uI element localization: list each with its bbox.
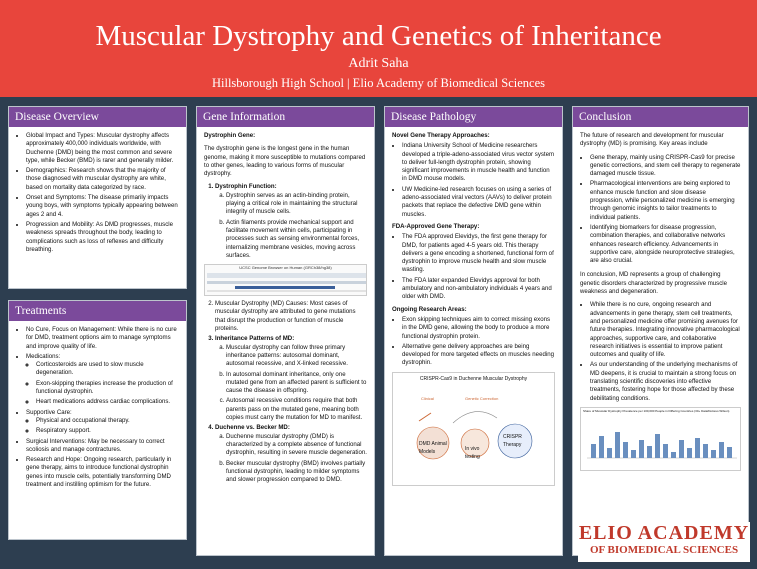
list-item: • Indiana University School of Medicine researchers developed a triple-adeno-associated virus vector system to deliver full-length dystrophin protein, showing significant improvements in muscle health and function in DMD mouse models.	[402, 142, 555, 183]
list-item: ◦ Exon-skipping therapies increase the production of functional dystrophin.	[36, 380, 179, 397]
list-item: b. Actin filaments provide mechanical support and facilitate movement within cells, participating in processes such as sensing environmental forces, internalizing membrane vesicles, moving across surfaces.	[226, 219, 367, 260]
list-item: ◦ Heart medications address cardiac complications.	[36, 398, 179, 406]
diagram-label-genetic-correction: Genetic Correction	[465, 395, 499, 401]
poster-header	[0, 0, 757, 97]
list-item: • While there is no cure, ongoing research and advancements in gene therapy, stem cell treatments, and personalized medicine offer promising avenues for future therapies. Integrating innovative pharmacological approaches, supportive care, and collaborative research initiatives is essential to improve patient outcomes and quality of life.	[590, 301, 741, 359]
list-item: • Exon skipping techniques aim to correct missing exons in the DMD gene, allowing the body to produce a more functional dystrophin protein.	[402, 316, 555, 341]
pathology-subheading: Novel Gene Therapy Approaches:	[392, 132, 490, 139]
treatments-heading: Treatments	[9, 301, 186, 321]
list-item: • The FDA approved Elevidys, the first gene therapy for DMD, for patients aged 4-5 years old. This therapy delivers a gene encoding a shortened, functional form of dystrophin to improve muscle health and slow muscle wasting.	[402, 233, 555, 274]
genome-track-graphic	[205, 271, 368, 293]
elio-academy-logo	[578, 522, 750, 562]
list-item: 2. Muscular Dystrophy (MD) Causes: Most cases of muscular dystrophy are attributed to gene mutations that disrupt the production or function of muscle proteins.	[215, 300, 367, 333]
list-item: ◦ Respiratory support.	[36, 427, 179, 435]
affiliation: Hillsborough High School | Elio Academy of Biomedical Sciences	[211, 76, 545, 90]
list-item: • Alternative gene delivery approaches are being developed for more targeted effects on muscles needing dystrophin.	[402, 343, 555, 368]
conclusion-heading: Conclusion	[573, 107, 748, 127]
genome-browser-figure	[204, 264, 367, 296]
diagram-label-animal-models: DMD Animal Models	[419, 440, 447, 456]
item-label: Medications:	[26, 352, 61, 360]
logo-line-1: ELIO ACADEMY	[578, 522, 750, 544]
conclusion-intro: The future of research and development for muscular dystrophy (MD) is promising. Key areas include	[580, 132, 724, 148]
item-label: Inheritance Patterns of MD:	[215, 335, 295, 343]
list-item: • No Cure, Focus on Management: While there is no cure for DMD, treatment options aim to manage symptoms and improve quality of life.	[26, 326, 179, 351]
pathology-panel	[384, 106, 563, 556]
treatments-panel	[8, 300, 187, 540]
item-label: Dystrophin Function:	[215, 183, 277, 191]
list-item: a. Muscular dystrophy can follow three primary inheritance patterns: autosomal dominant, autosomal recessive, and X-linked recessive.	[226, 344, 367, 369]
list-item: a. Duchenne muscular dystrophy (DMD) is characterized by a complete absence of functional dystrophin, resulting in severe muscle degeneration.	[226, 433, 367, 458]
list-item: • As our understanding of the underlying mechanisms of MD deepens, it is crucial to maintain a strong focus on translating scientific discoveries into effective treatments, fostering hope for those affected by these debilitating conditions.	[590, 361, 741, 402]
list-item: • Pharmacological interventions are being explored to enhance muscle function and slow disease progression, while personalized medicine is emerging through genomic insights to tailor treatments to individual patients.	[590, 180, 741, 221]
gene-subheading: Dystrophin Gene:	[204, 132, 256, 139]
chart-title: Share of Muscular Dystrophy Prevalence per 100,000 People in Differing Countries (30+ Data/Dolores Wilson)	[583, 408, 730, 413]
item-label: Duchenne vs. Becker MD:	[215, 424, 290, 432]
pathology-heading: Disease Pathology	[385, 107, 562, 127]
list-item	[26, 409, 179, 436]
list-item: • Identifying biomarkers for disease progression, combination therapies, and collaborative networks enhances research efficiency. Advancements in supportive care, alongside neuroprotective strategies, are also crucial.	[590, 224, 741, 265]
diagram-label-in-vivo: In vivo testing	[465, 445, 480, 461]
list-item: c. Autosomal recessive conditions require that both parents pass on the mutated gene, meaning both copies must carry the mutation for MD to manifest.	[226, 397, 367, 422]
diagram-label-crispr-therapy: CRISPR Therapy	[503, 433, 522, 449]
list-item: • Demographics: Research shows that the majority of those diagnosed with muscular dystrophy are white, based on mortality data categorized by race.	[26, 167, 179, 192]
list-item: • Onset and Symptoms: The disease primarily impacts young boys, with symptoms typically appearing between ages 2 and 4.	[26, 194, 179, 219]
list-item: • UW Medicine-led research focuses on using a series of adeno-associated viral vectors (AAVs) to deliver protein packets that replace the defective DMD gene within muscles.	[402, 186, 555, 219]
logo-line-2: OF BIOMEDICAL SCIENCES	[589, 544, 739, 556]
gene-heading: Gene Information	[197, 107, 374, 127]
list-item: • Research and Hope: Ongoing research, particularly in gene therapy, aims to introduce functional dystrophin genes into muscle cells, potentially transforming DMD treatment and instilling optimism for the future.	[26, 456, 179, 489]
list-item	[215, 183, 367, 260]
list-item	[215, 335, 367, 422]
list-item: • Global Impact and Types: Muscular dystrophy affects approximately 400,000 individuals worldwide, with Duchenne (DMD) being the most common and severe type, while Becker (BMD) is rarer and generally milder.	[26, 132, 179, 165]
list-item: • The FDA later expanded Elevidys approval for both ambulatory and non-ambulatory individuals 4 years and older with DMD.	[402, 277, 555, 302]
list-item: b. Becker muscular dystrophy (BMD) involves partially functional dystrophin, leading to milder symptoms and slower progression compared to DMD.	[226, 460, 367, 485]
gene-panel	[196, 106, 375, 556]
conclusion-paragraph: In conclusion, MD represents a group of challenging genetic disorders characterized by progressive muscle weakness and degeneration.	[580, 271, 727, 296]
list-item: • Surgical Interventions: May be necessary to correct scoliosis and manage contractures.	[26, 438, 179, 455]
author-name: Adrit Saha	[348, 56, 409, 71]
diagram-label-clinical: Clinical	[421, 395, 434, 401]
poster-title: Muscular Dystrophy and Genetics of Inheritance	[95, 20, 662, 52]
gene-intro: The dystrophin gene is the longest gene in the human genome, making it more susceptible to mutations compared to other genes, leading to various forms of muscular dystrophy.	[204, 145, 366, 178]
overview-panel	[8, 106, 187, 289]
pathology-subheading: FDA-Approved Gene Therapy:	[392, 222, 480, 230]
figure-title: CRISPR-Cas9 in Duchenne Muscular Dystrophy	[419, 375, 528, 382]
list-item	[26, 353, 179, 407]
overview-list	[16, 132, 179, 254]
list-item: • Gene therapy, mainly using CRISPR-Cas9 for precise genetic corrections, and stem cell therapy to regenerate damaged muscle tissue.	[590, 154, 741, 179]
item-label: Supportive Care:	[26, 408, 72, 416]
gene-outline	[204, 183, 367, 260]
list-item: ◦ Corticosteroids are used to slow muscle degeneration.	[36, 361, 179, 378]
figure-caption: UCSC Genome Browser on Human (GRCh38/hg38)	[239, 265, 332, 271]
gene-outline-continued	[204, 300, 367, 484]
conclusion-panel	[572, 106, 749, 556]
list-item: • Progression and Mobility: As DMD progresses, muscle weakness spreads throughout the body, leading to complications such as loss of reflexes and difficulty breathing.	[26, 221, 179, 254]
pathology-subheading: Ongoing Research Areas:	[392, 305, 467, 313]
list-item: b. In autosomal dominant inheritance, only one mutated gene from an affected parent is sufficient to cause the disease in offspring.	[226, 371, 367, 396]
prevalence-chart	[580, 407, 741, 471]
crispr-figure	[392, 372, 555, 486]
list-item	[215, 424, 367, 484]
list-item: a. Dystrophin serves as an actin-binding protein, playing a critical role in maintaining the structural integrity of muscle cells.	[226, 192, 367, 217]
list-item: ◦ Physical and occupational therapy.	[36, 417, 179, 425]
treatments-list	[16, 326, 179, 489]
overview-heading: Disease Overview	[9, 107, 186, 127]
prevalence-bars	[581, 414, 741, 464]
